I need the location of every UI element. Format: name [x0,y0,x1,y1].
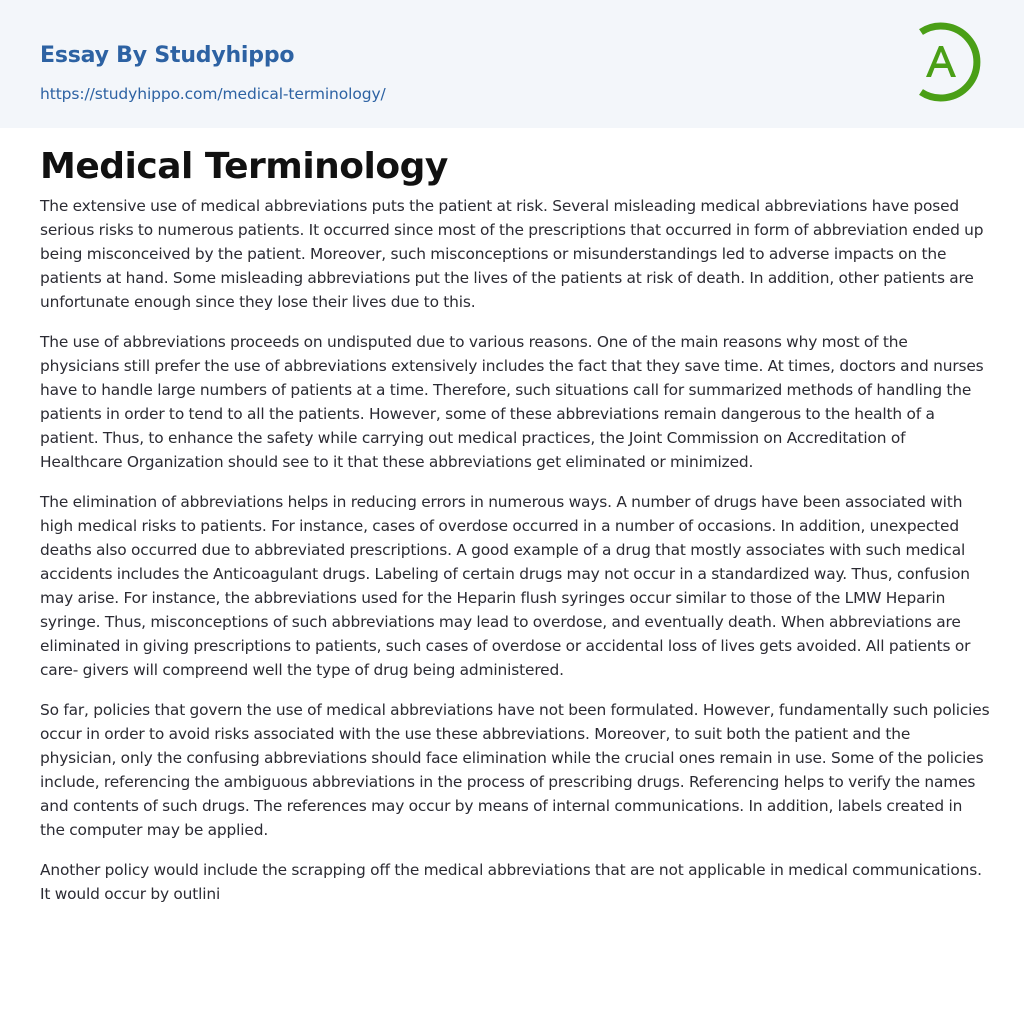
article [40,140,990,922]
article-paragraph-3: The elimination of abbreviations helps in reducing errors in numerous ways. A number of drugs have been associated with high medical risks to patients. For instance, cases of overdose occurred in a number of occasions. In addition, unexpected deaths also occurred due to abbreviated prescriptions. A good example of a drug that mostly associates with such medical accidents includes the Anticoagulant drugs. Labeling of certain drugs may not occur in a standardized way. Thus, confusion may arise. For instance, the abbreviations used for the Heparin flush syringes occur similar to those of the LMW Heparin syringe. Thus, misconceptions of such abbreviations may lead to overdose, and eventually death. When abbreviations are eliminated in giving prescriptions to patients, such cases of overdose or accidental loss of lives gets avoided. All patients or care- givers will compreend well the type of drug being administered. [40,493,971,679]
page-title: Medical Terminology [40,146,448,187]
site-header [0,0,1024,128]
article-paragraph-1: The extensive use of medical abbreviations puts the patient at risk. Several misleading medical abbreviations have posed serious risks to numerous patients. It occurred since most of the prescriptions that occurred in form of abbreviation ended up being misconceived by the patient. Moreover, such misconceptions or misunderstandings led to adverse impacts on the patients at hand. Some misleading abbreviations put the lives of the patients at risk of death. In addition, other patients are unfortunate enough since they lose their lives due to this. [40,197,984,311]
article-paragraph-4: So far, policies that govern the use of medical abbreviations have not been formulated. However, fundamentally such policies occur in order to avoid risks associated with the use these abbreviations. Moreover, to suit both the patient and the physician, only the confusing abbreviations should face elimination while the crucial ones remain in use. Some of the policies include, referencing the ambiguous abbreviations in the process of prescribing drugs. Referencing helps to verify the names and contents of such drugs. The references may occur by means of internal communications. In addition, labels created in the computer may be applied. [40,701,990,839]
article-paragraph-5: Another policy would include the scrapping off the medical abbreviations that are not applicable in medical communications. It would occur by outlini [40,861,982,903]
source-url-link[interactable]: https://studyhippo.com/medical-terminology/ [40,85,386,103]
studyhippo-logo-icon[interactable] [906,18,990,106]
article-paragraph-2: The use of abbreviations proceeds on undisputed due to various reasons. One of the main reasons why most of the physicians still prefer the use of abbreviations extensively includes the fact that they save time. At times, doctors and nurses have to handle large numbers of patients at a time. Therefore, such situations call for summarized methods of handling the patients in order to tend to all the patients. However, some of these abbreviations remain dangerous to the health of a patient. Thus, to enhance the safety while carrying out medical practices, the Joint Commission on Accreditation of Healthcare Organization should see to it that these abbreviations get eliminated or minimized. [40,333,984,471]
brand-title: Essay By Studyhippo [40,43,295,68]
